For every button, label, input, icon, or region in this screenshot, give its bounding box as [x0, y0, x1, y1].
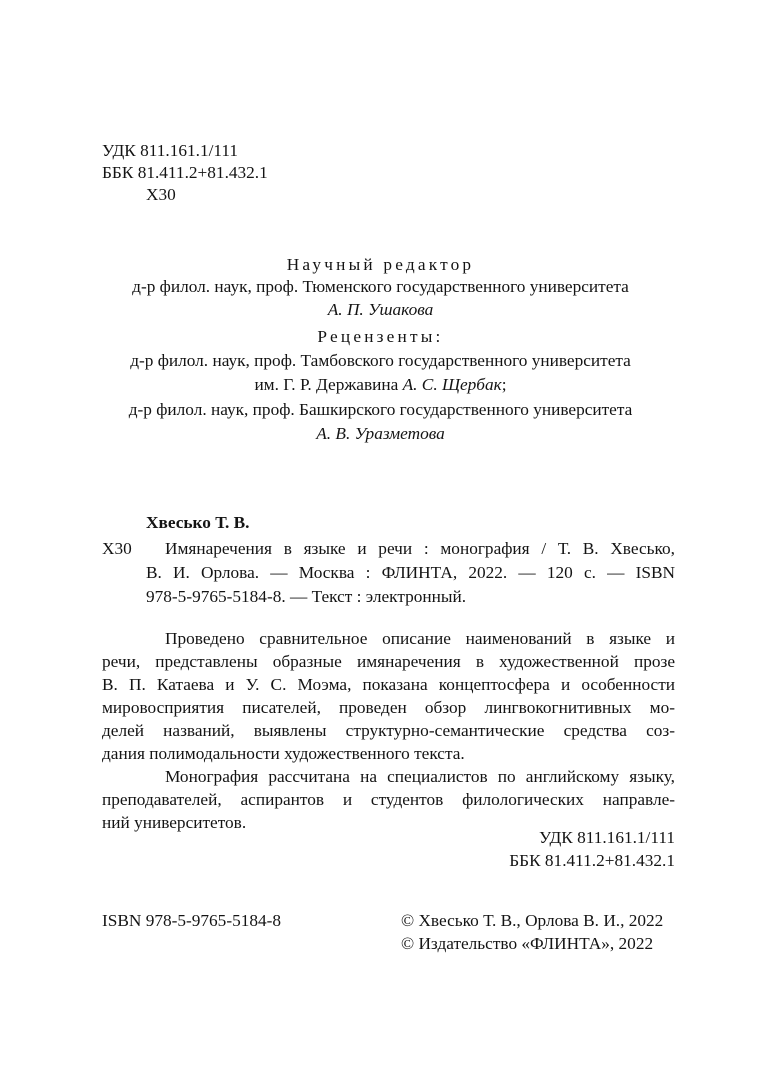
author-mark: Х30: [146, 185, 176, 204]
copyright-authors: © Хвесько Т. В., Орлова В. И., 2022: [401, 911, 664, 930]
reviewers-heading: Рецензенты:: [317, 327, 444, 346]
abstract-line: В. П. Катаева и У. С. Моэма, показана концептосфера и особенности: [102, 675, 675, 694]
reviewer1-suffix: ;: [501, 375, 507, 394]
reviewer2-name: А. В. Уразметова: [316, 424, 445, 443]
reviewer1-line2: [0, 374, 761, 396]
editor-heading: Научный редактор: [286, 255, 475, 274]
reviewer1-affiliation: д-р филол. наук, проф. Тамбовского государственного университета: [130, 351, 631, 370]
bbk-code: ББК 81.411.2+81.432.1: [102, 163, 268, 182]
abstract-line: мировосприятия писателей, проведен обзор лингвокогнитивных мо-: [102, 698, 675, 717]
editor-affiliation: д-р филол. наук, проф. Тюменского государственного университета: [132, 277, 629, 296]
abstract-line: дания полимодальности художественного текста.: [102, 744, 465, 763]
bib-line3: 978-5-9765-5184-8. — Текст : электронный.: [146, 587, 467, 606]
udk-code: УДК 811.161.1/111: [102, 141, 239, 160]
abstract-line: ний университетов.: [102, 813, 247, 832]
abstract-line: преподавателей, аспирантов и студентов филологических направле-: [102, 790, 675, 809]
bib-mark: Х30: [102, 539, 132, 558]
isbn: ISBN 978-5-9765-5184-8: [102, 911, 282, 930]
abstract-line: Монография рассчитана на специалистов по английскому языку,: [165, 767, 675, 786]
abstract-line: речи, представлены образные имянаречения в художественной прозе: [102, 652, 675, 671]
bbk-code-bottom: ББК 81.411.2+81.432.1: [509, 851, 675, 870]
reviewer1-prefix: им. Г. Р. Державина: [254, 375, 403, 394]
reviewer2-affiliation: д-р филол. наук, проф. Башкирского государственного университета: [128, 400, 633, 419]
abstract-line: делей названий, выявлены структурно-семантические средства соз-: [102, 721, 675, 740]
bib-author: Хвесько Т. В.: [146, 513, 250, 532]
bib-line1: Имянаречения в языке и речи : монография / Т. В. Хвесько,: [165, 539, 675, 558]
copyright-publisher: © Издательство «ФЛИНТА», 2022: [401, 934, 654, 953]
bib-line2: В. И. Орлова. — Москва : ФЛИНТА, 2022. — 120 с. — ISBN: [146, 563, 675, 582]
udk-code-bottom: УДК 811.161.1/111: [538, 828, 675, 847]
editor-name: А. П. Ушакова: [327, 300, 434, 319]
reviewer1-name: А. С. Щербак: [402, 375, 502, 394]
abstract-line: Проведено сравнительное описание наименований в языке и: [165, 629, 675, 648]
